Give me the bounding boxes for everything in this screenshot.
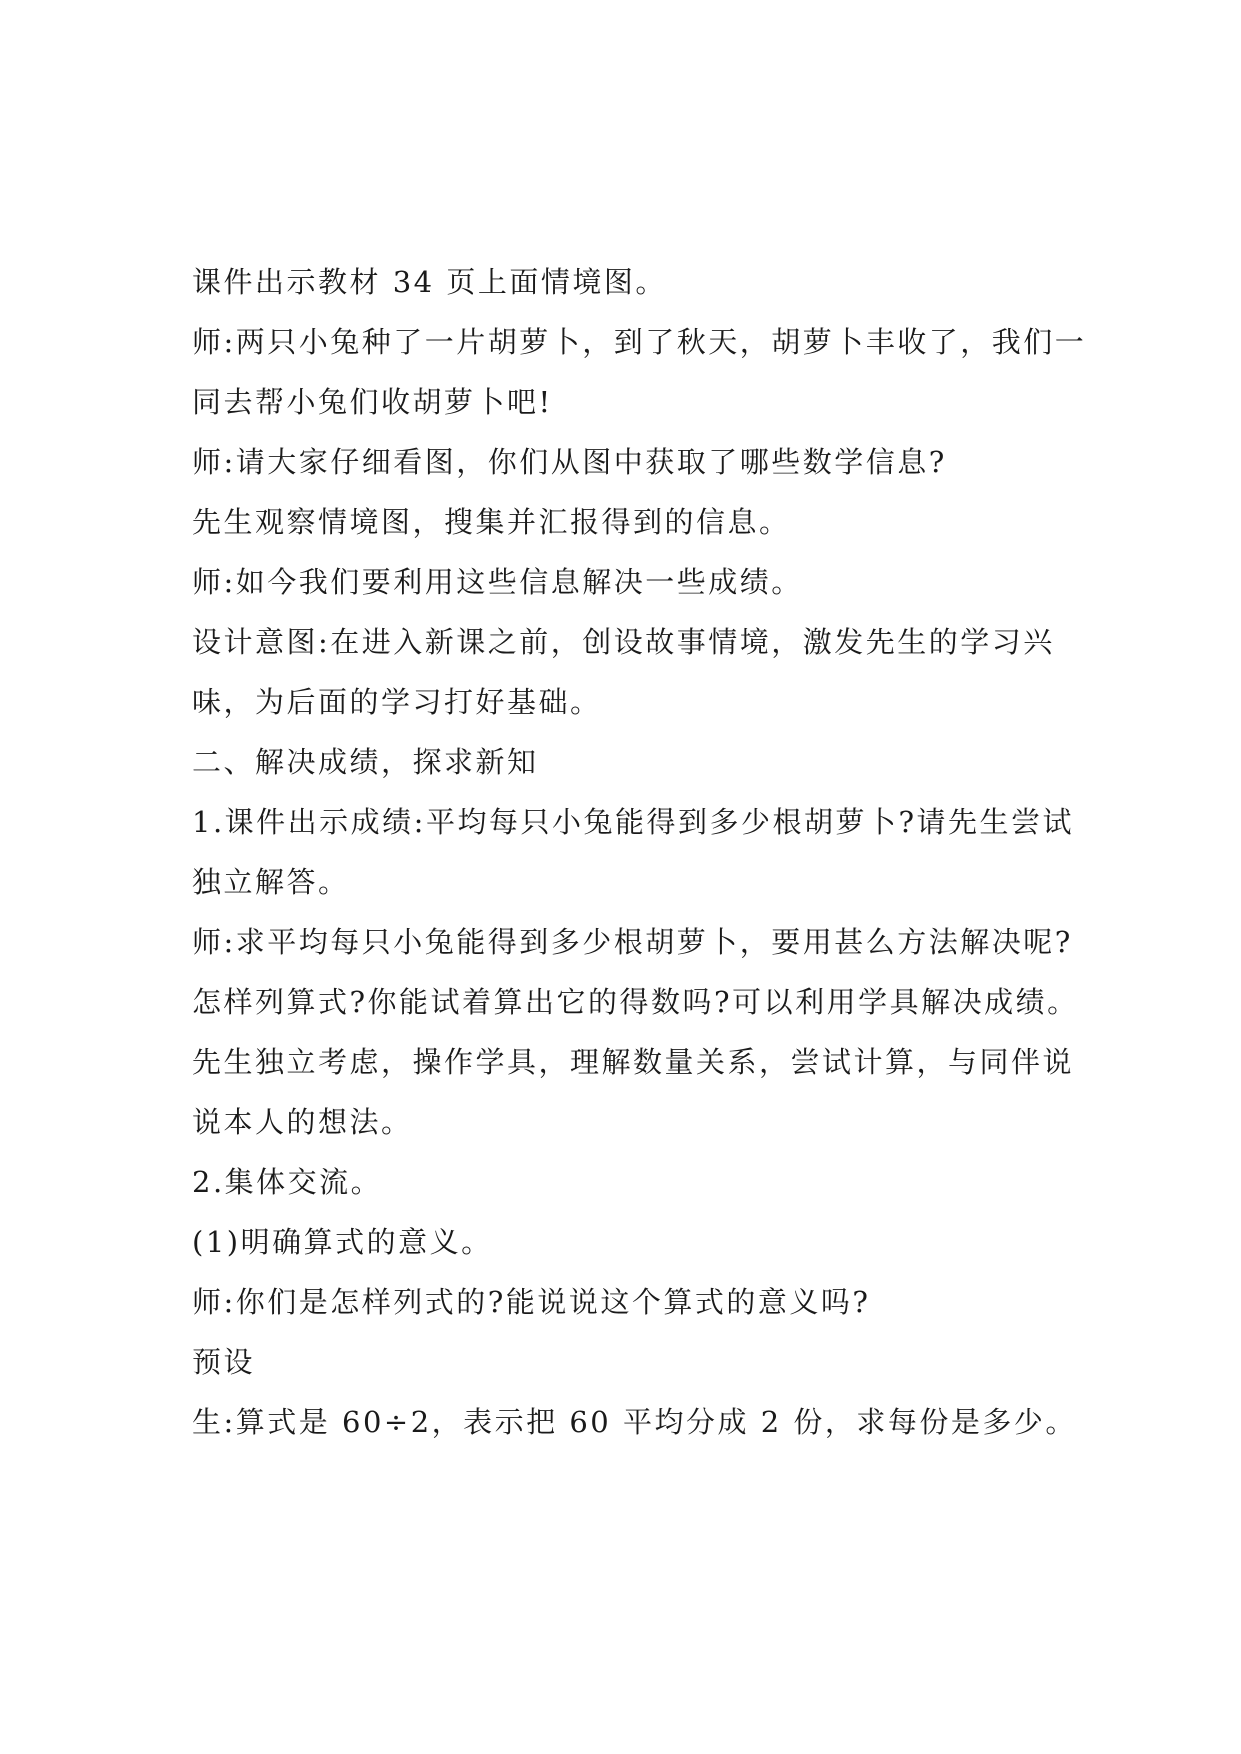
text-line-18: 师:你们是怎样列式的?能说说这个算式的意义吗? (192, 1285, 871, 1319)
text-line-16: 2.集体交流。 (192, 1165, 383, 1199)
text-line-8: 味，为后面的学习打好基础。 (192, 685, 602, 719)
text-line-13: 怎样列算式?你能试着算出它的得数吗?可以利用学具解决成绩。 (192, 985, 1079, 1019)
text-line-6: 师:如今我们要利用这些信息解决一些成绩。 (192, 565, 803, 599)
text-line-14: 先生独立考虑，操作学具，理解数量关系，尝试计算，与同伴说 (192, 1045, 1075, 1079)
section-heading: 二、解决成绩，探求新知 (192, 745, 539, 779)
text-line-10: 1.课件出示成绩:平均每只小兔能得到多少根胡萝卜?请先生尝试 (192, 805, 1074, 839)
text-line-1: 课件出示教材 34 页上面情境图。 (192, 265, 667, 299)
text-line-15: 说本人的想法。 (192, 1105, 413, 1139)
text-line-11: 独立解答。 (192, 865, 350, 899)
text-line-17: (1)明确算式的意义。 (192, 1225, 493, 1259)
text-line-5: 先生观察情境图，搜集并汇报得到的信息。 (192, 505, 791, 539)
text-line-4: 师:请大家仔细看图，你们从图中获取了哪些数学信息? (192, 445, 947, 479)
text-line-7: 设计意图:在进入新课之前，创设故事情境，激发先生的学习兴 (192, 625, 1055, 659)
text-line-2: 师:两只小兔种了一片胡萝卜，到了秋天，胡萝卜丰收了，我们一 (192, 325, 1087, 359)
text-line-3: 同去帮小兔们收胡萝卜吧! (192, 385, 553, 419)
text-line-20: 生:算式是 60÷2，表示把 60 平均分成 2 份，求每份是多少。 (192, 1405, 1077, 1439)
text-line-12: 师:求平均每只小兔能得到多少根胡萝卜，要用甚么方法解决呢? (192, 925, 1073, 959)
text-line-19: 预设 (192, 1345, 256, 1379)
